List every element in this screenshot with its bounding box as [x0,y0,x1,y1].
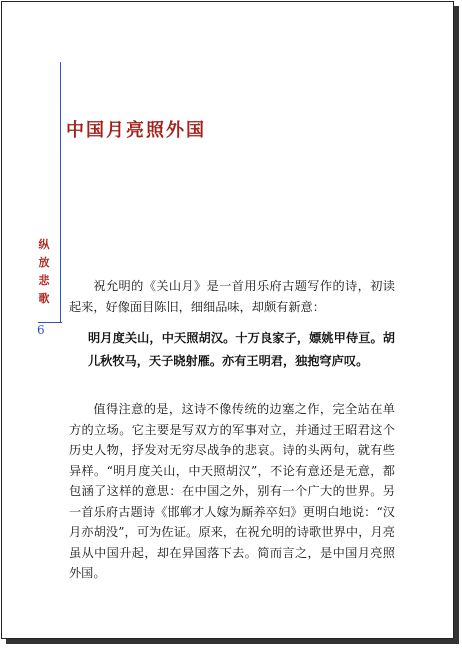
analysis-paragraph: 值得注意的是，这诗不像传统的边塞之作，完全站在单方的立场。它主要是写双方的军事对立，并通过王昭君这个历史人物，抒发对无穷尽战争的悲哀。诗的头两句，就有些异样。“明月度关山，中天照胡汉”，不论有意还是无意，都包涵了这样的意思：在中国之外，别有一个广大的世界。另一首乐府古题诗《邯郸才人嫁为厮养卒妇》更明白地说：“汉月亦胡没”，可为佐证。原来，在祝允明的诗歌世界中，月亮虽从中国升起，却在异国落下去。简而言之，是中国月亮照外国。 [69,402,395,580]
running-header-char: 悲 [38,274,50,287]
page-shadow-bottom [6,639,459,644]
margin-rule [60,62,61,322]
poem-quote: 明月度关山，中天照胡汉。十万良家子，嫖姚甲侍亘。胡儿秋牧马，天子晓射雁。亦有王明君，独抱穹庐叹。 [88,331,395,368]
page-number: 6 [37,323,45,337]
intro-paragraph: 祝允明的《关山月》是一首用乐府古题写作的诗，初读起来，好像面目陈旧，细细品味，却颇有新意： [69,279,395,314]
running-header-char: 放 [38,256,50,269]
running-header-char: 歌 [38,292,50,305]
page-shadow-right [454,6,459,644]
running-header-vertical [36,236,52,308]
running-header-char: 纵 [38,238,50,251]
section-title: 中国月亮照外国 [66,120,206,141]
